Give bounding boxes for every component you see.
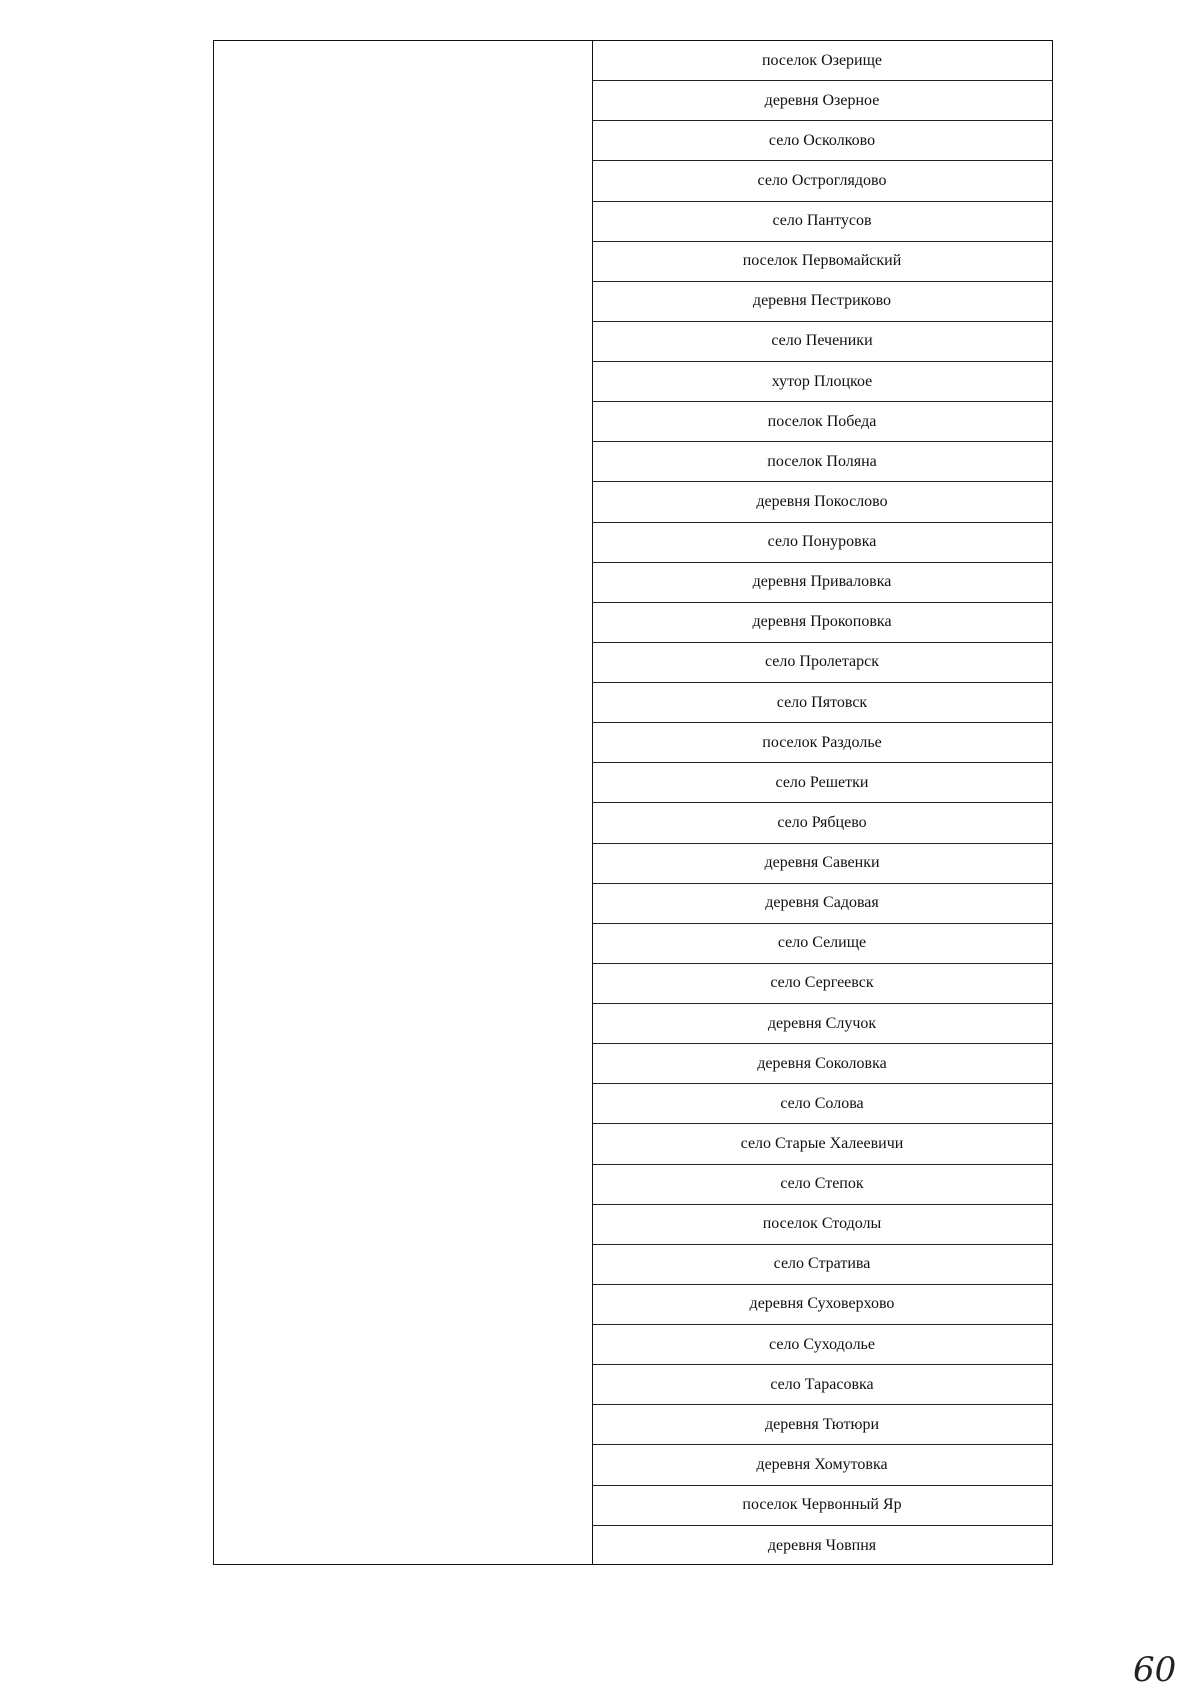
- table-row: [592, 1165, 1052, 1205]
- settlement-name: деревня Случок: [767, 1014, 877, 1032]
- table-row: [592, 964, 1052, 1004]
- table-row: [592, 1044, 1052, 1084]
- settlement-name: поселок Победа: [767, 412, 877, 430]
- settlement-name: село Селище: [777, 934, 867, 952]
- table-row: [592, 1325, 1052, 1365]
- settlement-name: село Решетки: [775, 773, 869, 791]
- settlement-name: поселок Озерище: [761, 51, 883, 69]
- settlement-name: деревня Садовая: [765, 894, 879, 912]
- table-row: [592, 81, 1052, 121]
- settlement-name: деревня Озерное: [764, 91, 880, 109]
- table-row: [592, 482, 1052, 522]
- table-row: [592, 282, 1052, 322]
- table-row: [592, 1245, 1052, 1285]
- settlement-name: деревня Приваловка: [752, 573, 892, 591]
- settlement-name: поселок Первомайский: [742, 252, 902, 270]
- table-row: [592, 402, 1052, 442]
- settlement-name: село Понуровка: [767, 533, 877, 551]
- table-row: [592, 643, 1052, 683]
- settlement-name: деревня Покослово: [756, 492, 888, 510]
- table-row: [592, 121, 1052, 161]
- table-row: [592, 442, 1052, 482]
- settlement-name: село Тарасовка: [770, 1375, 874, 1393]
- table-row: [592, 1004, 1052, 1044]
- table-row: [592, 563, 1052, 603]
- settlement-name: деревня Соколовка: [757, 1054, 887, 1072]
- table-row: [592, 1445, 1052, 1485]
- settlement-name: деревня Прокоповка: [752, 613, 892, 631]
- table-row: [592, 242, 1052, 282]
- table-row: [592, 723, 1052, 763]
- settlement-name: село Пятовск: [776, 693, 868, 711]
- settlement-name: село Старые Халеевичи: [740, 1134, 904, 1152]
- table-row: [592, 1486, 1052, 1526]
- settlement-name: село Суходолье: [769, 1335, 875, 1353]
- settlement-name: село Рябцево: [777, 813, 867, 831]
- settlement-name: село Осколково: [768, 131, 876, 149]
- settlement-name: деревня Савенки: [764, 854, 880, 872]
- table-row: [592, 1205, 1052, 1245]
- settlement-name: хутор Плоцкое: [771, 372, 873, 390]
- table-row: [592, 1405, 1052, 1445]
- settlement-name: село Стратива: [773, 1255, 871, 1273]
- settlement-name: село Остроглядово: [757, 171, 887, 189]
- settlement-name: деревня Тютюри: [764, 1415, 880, 1433]
- settlement-name: село Солова: [780, 1094, 864, 1112]
- settlement-name: поселок Стодолы: [762, 1215, 882, 1233]
- settlement-name: село Пролетарск: [765, 653, 879, 671]
- table-row: [592, 884, 1052, 924]
- table-row: [592, 1285, 1052, 1325]
- table-row: [592, 844, 1052, 884]
- settlement-name: деревня Пестриково: [752, 292, 892, 310]
- settlement-name: поселок Поляна: [767, 452, 877, 470]
- table-row: [592, 803, 1052, 843]
- handwritten-page-number: 60: [1133, 1650, 1177, 1690]
- table-row: [592, 523, 1052, 563]
- table-row: [592, 924, 1052, 964]
- settlements-table: [213, 40, 1053, 1565]
- settlement-name: поселок Раздолье: [762, 733, 882, 751]
- table-row: [592, 362, 1052, 402]
- table-row: [592, 322, 1052, 362]
- table-row: [592, 1526, 1052, 1566]
- settlement-name: село Степок: [780, 1175, 864, 1193]
- table-row: [592, 161, 1052, 201]
- table-row: [592, 202, 1052, 242]
- settlement-name: село Пантусов: [772, 212, 872, 230]
- settlement-name: деревня Хомутовка: [756, 1455, 888, 1473]
- table-row: [592, 763, 1052, 803]
- table-row: [592, 1124, 1052, 1164]
- table-row: [592, 41, 1052, 81]
- settlement-list: [592, 41, 1052, 1564]
- settlement-name: деревня Суховерхово: [749, 1295, 895, 1313]
- table-row: [592, 1084, 1052, 1124]
- table-row: [592, 683, 1052, 723]
- settlement-name: село Сергеевск: [770, 974, 874, 992]
- settlement-name: деревня Човпня: [767, 1536, 877, 1554]
- settlement-name: поселок Червонный Яр: [742, 1496, 902, 1514]
- table-row: [592, 1365, 1052, 1405]
- merged-left-cell: [214, 41, 593, 1564]
- settlement-name: село Печеники: [771, 332, 873, 350]
- table-row: [592, 603, 1052, 643]
